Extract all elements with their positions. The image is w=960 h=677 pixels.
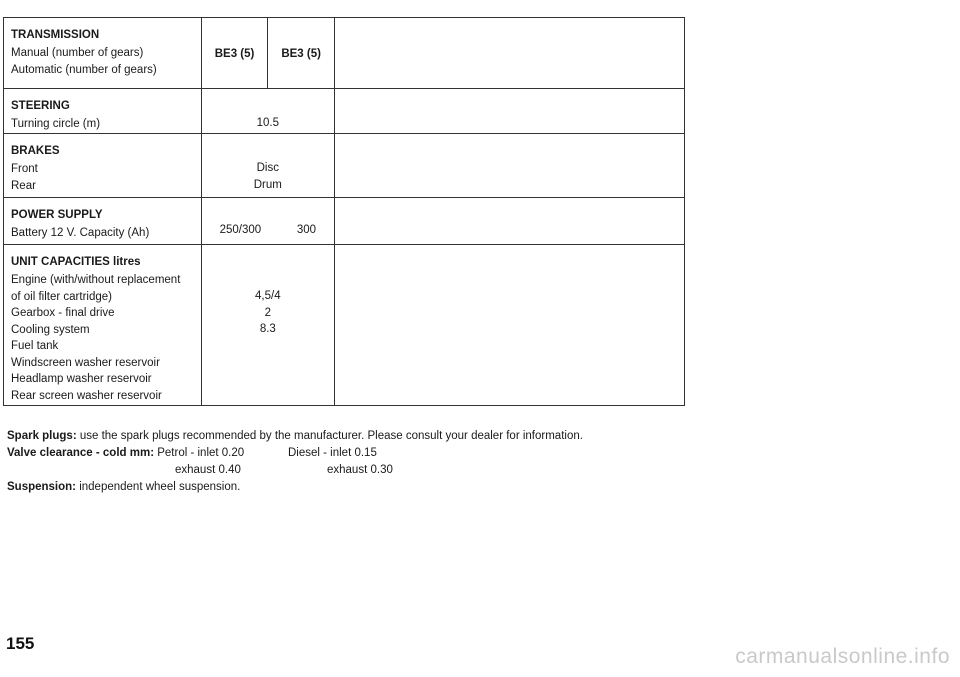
brakes-rear-label: Rear (11, 179, 36, 192)
transmission-value-2: BE3 (5) (267, 18, 334, 88)
brakes-front-label: Front (11, 163, 38, 175)
brakes-rear-value: Drum (253, 178, 282, 191)
steering-turning-label: Turning circle (m) (11, 118, 101, 130)
transmission-value-1: BE3 (5) (214, 48, 255, 60)
watermark: carmanualsonline.info (735, 645, 950, 668)
power-row (4, 198, 685, 245)
valve-diesel-exhaust: exhaust 0.30 (327, 464, 393, 476)
notes-section (7, 428, 583, 496)
capacities-cooling-value: 8.3 (259, 323, 276, 335)
valve-petrol-exhaust: exhaust 0.40 (175, 464, 241, 476)
valve-diesel-inlet: Diesel - inlet 0.15 (288, 447, 377, 459)
spark-plugs-text: use the spark plugs recommended by the manufacturer. Please consult your dealer for information. (76, 430, 583, 442)
steering-values-cell (201, 89, 334, 134)
capacities-row (4, 245, 685, 406)
spark-plugs-note (7, 428, 583, 445)
power-value-2: 300 (296, 224, 317, 236)
transmission-label-cell (4, 18, 202, 89)
power-battery-label: Battery 12 V. Capacity (Ah) (11, 227, 150, 239)
valve-clearance-note (7, 445, 583, 462)
power-empty-cell (334, 198, 684, 245)
valve-petrol-inlet: Petrol - inlet 0.20 (154, 447, 245, 459)
power-label-cell (4, 198, 202, 245)
capacities-rearscreen-label: Rear screen washer reservoir (11, 389, 162, 402)
capacities-engine-label-cont: of oil filter cartridge) (11, 290, 112, 303)
brakes-row (4, 134, 685, 198)
capacities-engine-label: Engine (with/without replacement (11, 274, 181, 286)
power-values-cell (201, 198, 334, 245)
valve-exhaust-line (7, 462, 583, 479)
page-number: 155 (6, 634, 35, 653)
brakes-title: BRAKES (11, 145, 60, 157)
power-value-1: 250/300 (219, 224, 262, 236)
capacities-cooling-label: Cooling system (11, 323, 90, 336)
specifications-table (3, 17, 685, 406)
steering-empty-cell (334, 89, 684, 134)
power-title: POWER SUPPLY (11, 209, 103, 221)
steering-label-cell (4, 89, 202, 134)
brakes-values-cell (201, 134, 334, 198)
transmission-values-cell (201, 18, 334, 89)
suspension-key: Suspension: (7, 481, 77, 493)
suspension-note (7, 479, 583, 496)
brakes-empty-cell (334, 134, 684, 198)
capacities-gearbox-label: Gearbox - final drive (11, 307, 115, 319)
capacities-values-cell (201, 245, 334, 406)
capacities-gearbox-value: 2 (264, 306, 272, 319)
capacities-headlamp-label: Headlamp washer reservoir (11, 373, 152, 385)
transmission-automatic-label: Automatic (number of gears) (11, 63, 157, 76)
transmission-manual-label: Manual (number of gears) (11, 47, 144, 59)
steering-row (4, 89, 685, 134)
transmission-title: TRANSMISSION (11, 29, 100, 41)
steering-title: STEERING (11, 100, 70, 112)
steering-value: 10.5 (256, 117, 280, 129)
capacities-windscreen-label: Windscreen washer reservoir (11, 356, 160, 369)
capacities-title: UNIT CAPACITIES litres (11, 256, 141, 268)
spark-plugs-key: Spark plugs: (7, 430, 77, 442)
capacities-engine-value: 4,5/4 (255, 290, 281, 302)
transmission-empty-cell (334, 18, 684, 89)
brakes-label-cell (4, 134, 202, 198)
capacities-fuel-label: Fuel tank (11, 340, 59, 352)
capacities-empty-cell (334, 245, 684, 406)
transmission-row (4, 18, 685, 89)
capacities-label-cell (4, 245, 202, 406)
valve-clearance-key: Valve clearance - cold mm: (7, 447, 155, 459)
brakes-front-value: Disc (256, 162, 279, 174)
suspension-text: independent wheel suspension. (76, 481, 241, 493)
